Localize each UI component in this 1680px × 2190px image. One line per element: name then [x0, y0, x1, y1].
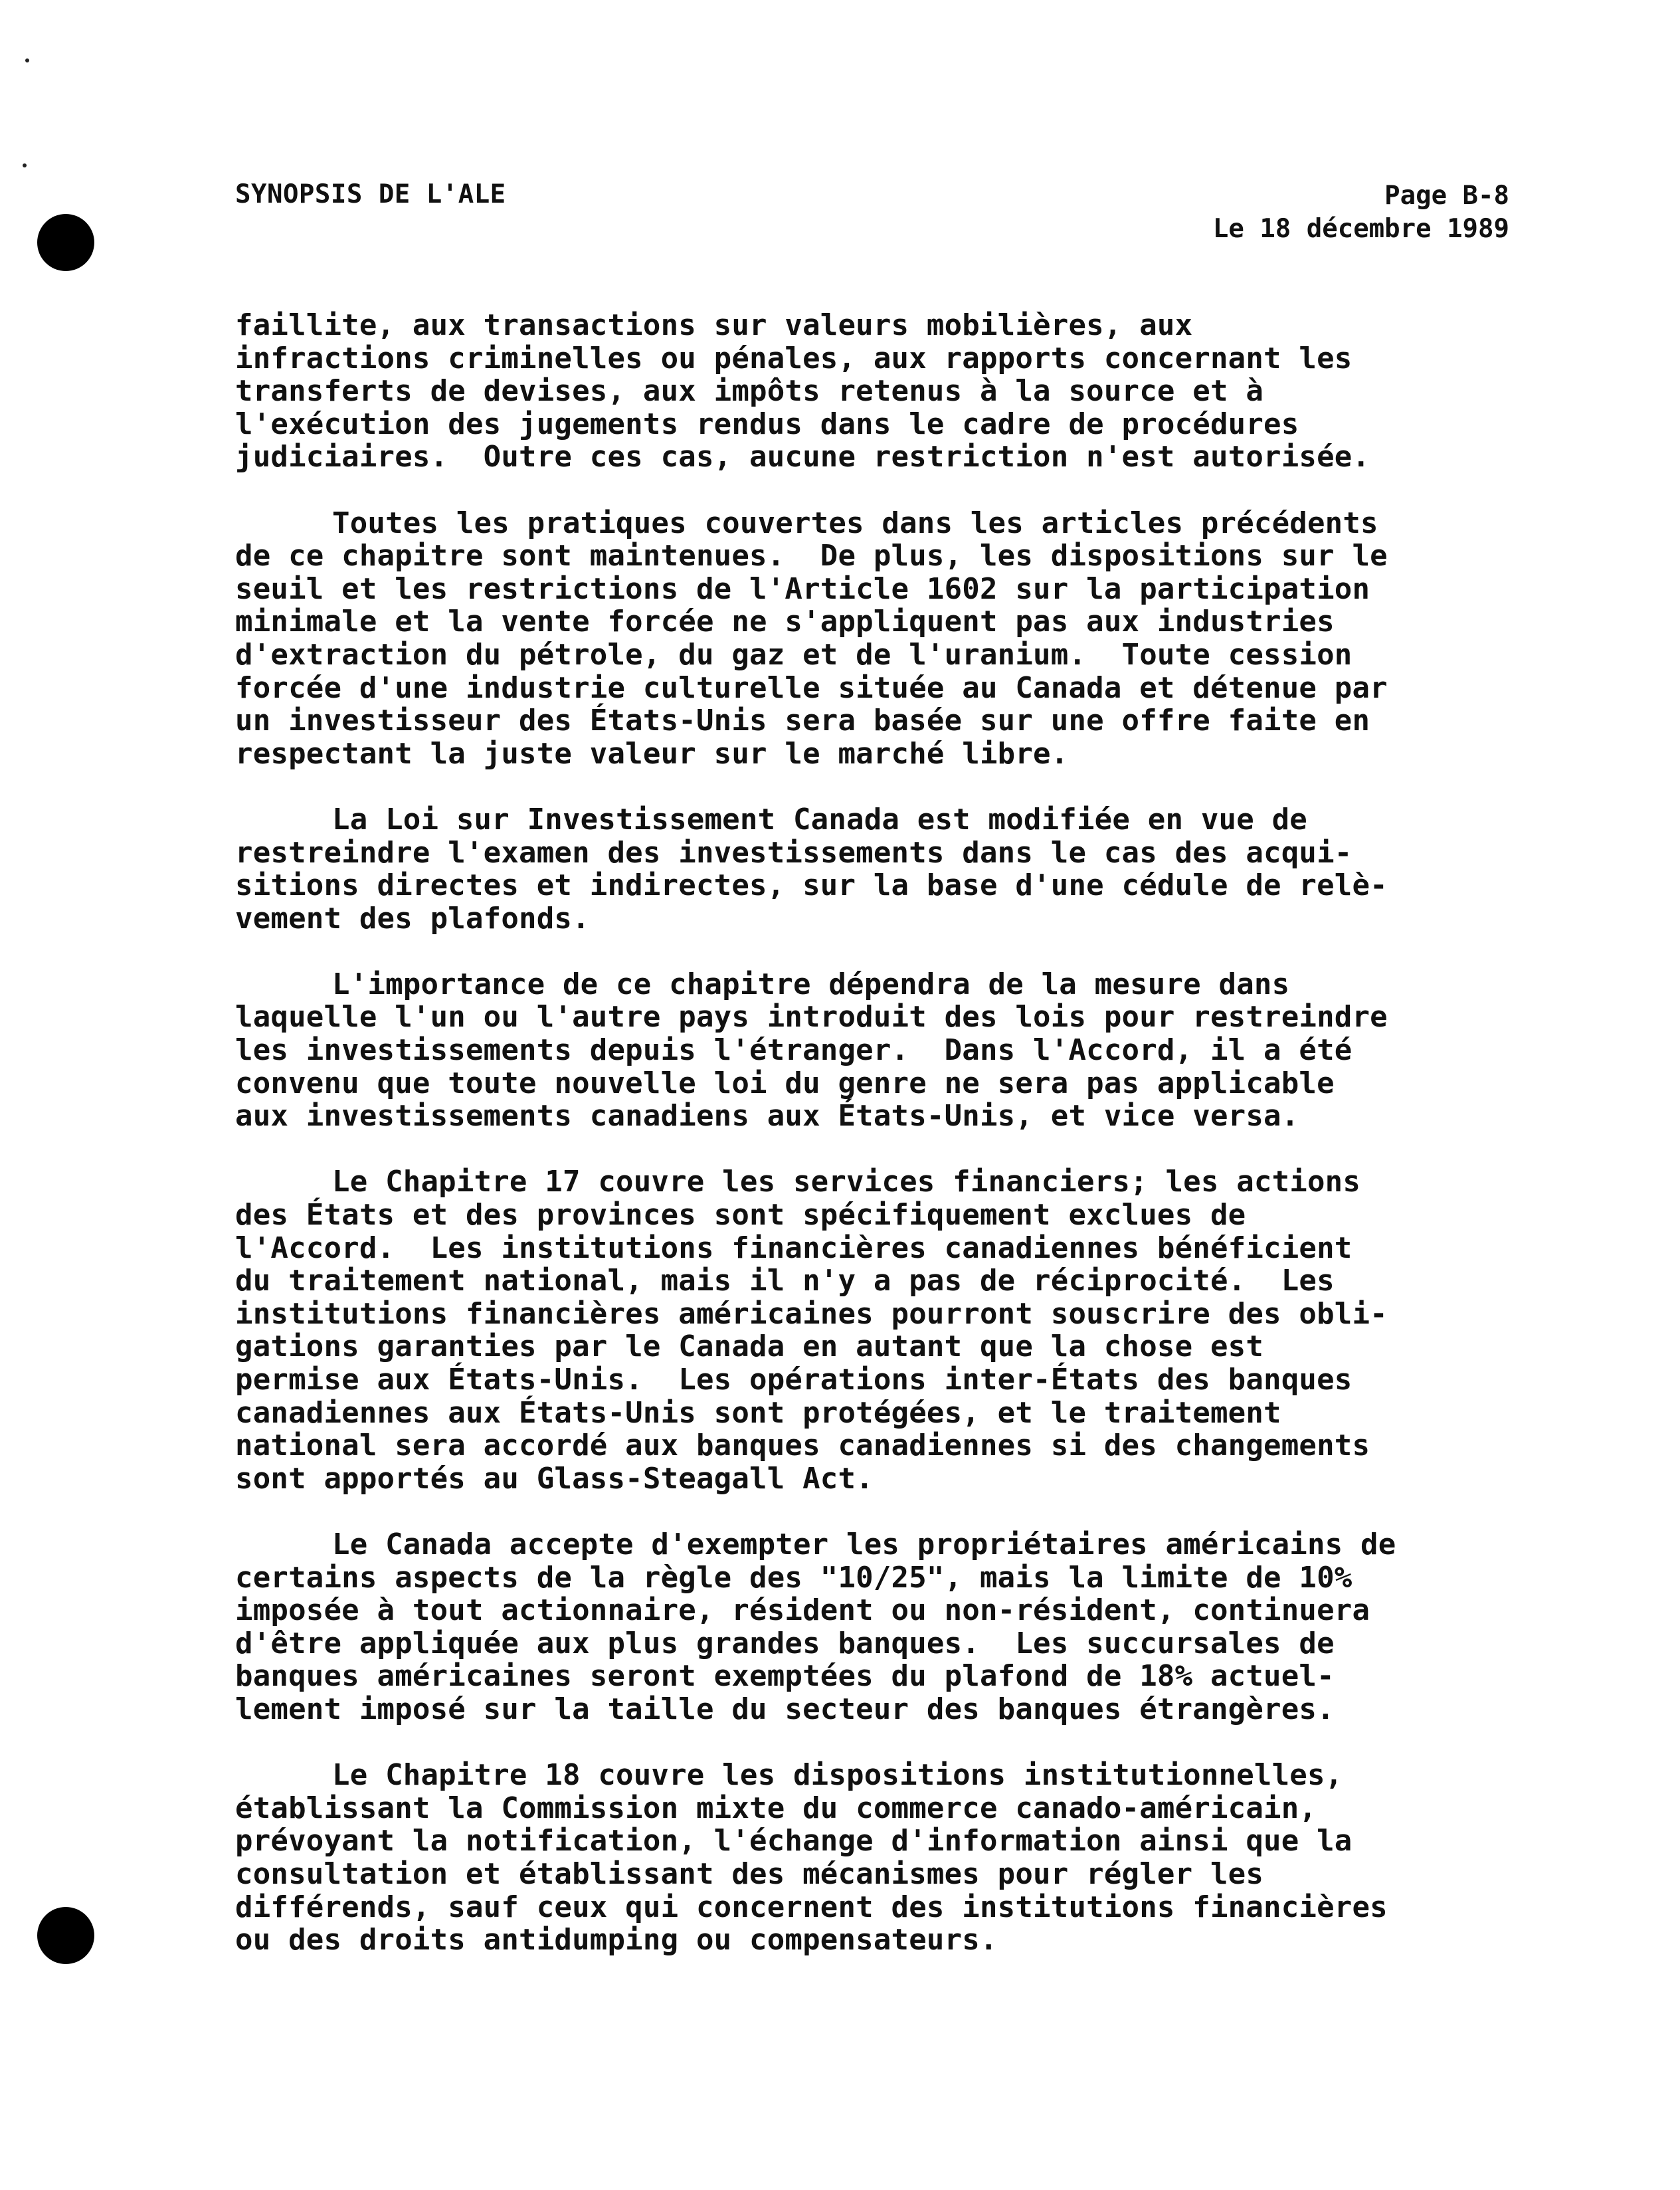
text-line: forcée d'une industrie culturelle située au Canada et détenue par: [235, 670, 1388, 705]
text-line: lement imposé sur la taille du secteur des banques étrangères.: [235, 1692, 1335, 1726]
scan-speck: [23, 163, 27, 167]
text-line: judiciaires. Outre ces cas, aucune restriction n'est autorisée.: [235, 440, 1370, 474]
paragraph: [235, 507, 1517, 771]
text-line: du traitement national, mais il n'y a pas de réciprocité. Les: [235, 1264, 1335, 1298]
text-line: convenu que toute nouvelle loi du genre ne sera pas applicable: [235, 1066, 1335, 1100]
body-text: [235, 309, 1517, 1989]
text-line: un investisseur des États-Unis sera basée sur une offre faite en: [235, 704, 1370, 738]
text-line: de ce chapitre sont maintenues. De plus, les dispositions sur le: [235, 539, 1388, 573]
paragraph: [235, 803, 1517, 935]
text-line: Toutes les pratiques couvertes dans les articles précédents: [332, 506, 1378, 540]
scan-speck: [25, 58, 29, 62]
text-line: Le Chapitre 18 couvre les dispositions institutionnelles,: [332, 1758, 1343, 1793]
text-line: d'être appliquée aux plus grandes banques. Les succursales de: [235, 1626, 1335, 1660]
text-line: différends, sauf ceux qui concernent des institutions financières: [235, 1890, 1388, 1924]
text-line: national sera accordé aux banques canadiennes si des changements: [235, 1429, 1370, 1463]
paragraph: [235, 309, 1517, 474]
text-line: respectant la juste valeur sur le marché libre.: [235, 736, 1069, 771]
text-line: Le Canada accepte d'exempter les propriétaires américains de: [332, 1527, 1396, 1561]
text-line: Le Chapitre 17 couvre les services financiers; les actions: [332, 1165, 1361, 1199]
text-line: l'exécution des jugements rendus dans le cadre de procédures: [235, 407, 1299, 441]
text-line: les investissements depuis l'étranger. Dans l'Accord, il a été: [235, 1033, 1353, 1068]
text-line: institutions financières américaines pourront souscrire des obli-: [235, 1296, 1388, 1331]
text-line: seuil et les restrictions de l'Article 1602 sur la participation: [235, 571, 1370, 606]
text-line: minimale et la vente forcée ne s'appliquent pas aux industries: [235, 605, 1335, 639]
text-line: prévoyant la notification, l'échange d'information ainsi que la: [235, 1824, 1353, 1858]
text-line: imposée à tout actionnaire, résident ou non-résident, continuera: [235, 1593, 1370, 1628]
text-line: infractions criminelles ou pénales, aux rapports concernant les: [235, 341, 1353, 375]
text-line: transferts de devises, aux impôts retenus à la source et à: [235, 374, 1264, 409]
page-number: Page B-8: [1384, 181, 1509, 211]
document-date: Le 18 décembre 1989: [1212, 214, 1509, 244]
text-line: établissant la Commission mixte du commerce canado-américain,: [235, 1791, 1317, 1825]
text-line: aux investissements canadiens aux États-Unis, et vice versa.: [235, 1099, 1299, 1134]
text-line: laquelle l'un ou l'autre pays introduit des lois pour restreindre: [235, 1000, 1388, 1035]
paragraph: [235, 1165, 1517, 1495]
text-line: banques américaines seront exemptées du plafond de 18% actuel-: [235, 1659, 1335, 1694]
punch-hole-top: [37, 214, 94, 271]
text-line: restreindre l'examen des investissements dans le cas des acqui-: [235, 835, 1353, 870]
paragraph: [235, 1528, 1517, 1726]
text-line: canadiennes aux États-Unis sont protégées, et le traitement: [235, 1395, 1281, 1430]
text-line: certains aspects de la règle des "10/25", mais la limite de 10%: [235, 1560, 1353, 1595]
paragraph: [235, 1759, 1517, 1957]
text-line: consultation et établissant des mécanismes pour régler les: [235, 1856, 1264, 1891]
text-line: d'extraction du pétrole, du gaz et de l'uranium. Toute cession: [235, 637, 1353, 672]
text-line: sont apportés au Glass-Steagall Act.: [235, 1461, 874, 1496]
paragraph: [235, 968, 1517, 1133]
text-line: La Loi sur Investissement Canada est modifiée en vue de: [332, 802, 1307, 837]
text-line: vement des plafonds.: [235, 901, 590, 936]
text-line: sitions directes et indirectes, sur la base d'une cédule de relè-: [235, 868, 1388, 903]
text-line: permise aux États-Unis. Les opérations inter-États des banques: [235, 1363, 1353, 1397]
text-line: gations garanties par le Canada en autant que la chose est: [235, 1330, 1264, 1364]
text-line: faillite, aux transactions sur valeurs mobilières, aux: [235, 308, 1193, 342]
text-line: des États et des provinces sont spécifiquement exclues de: [235, 1198, 1246, 1233]
text-line: l'Accord. Les institutions financières canadiennes bénéficient: [235, 1231, 1353, 1265]
text-line: ou des droits antidumping ou compensateurs.: [235, 1923, 998, 1957]
punch-hole-bottom: [37, 1907, 94, 1964]
document-title: SYNOPSIS DE L'ALE: [235, 179, 506, 209]
text-line: L'importance de ce chapitre dépendra de la mesure dans: [332, 967, 1290, 1001]
page-info: [1213, 179, 1509, 246]
